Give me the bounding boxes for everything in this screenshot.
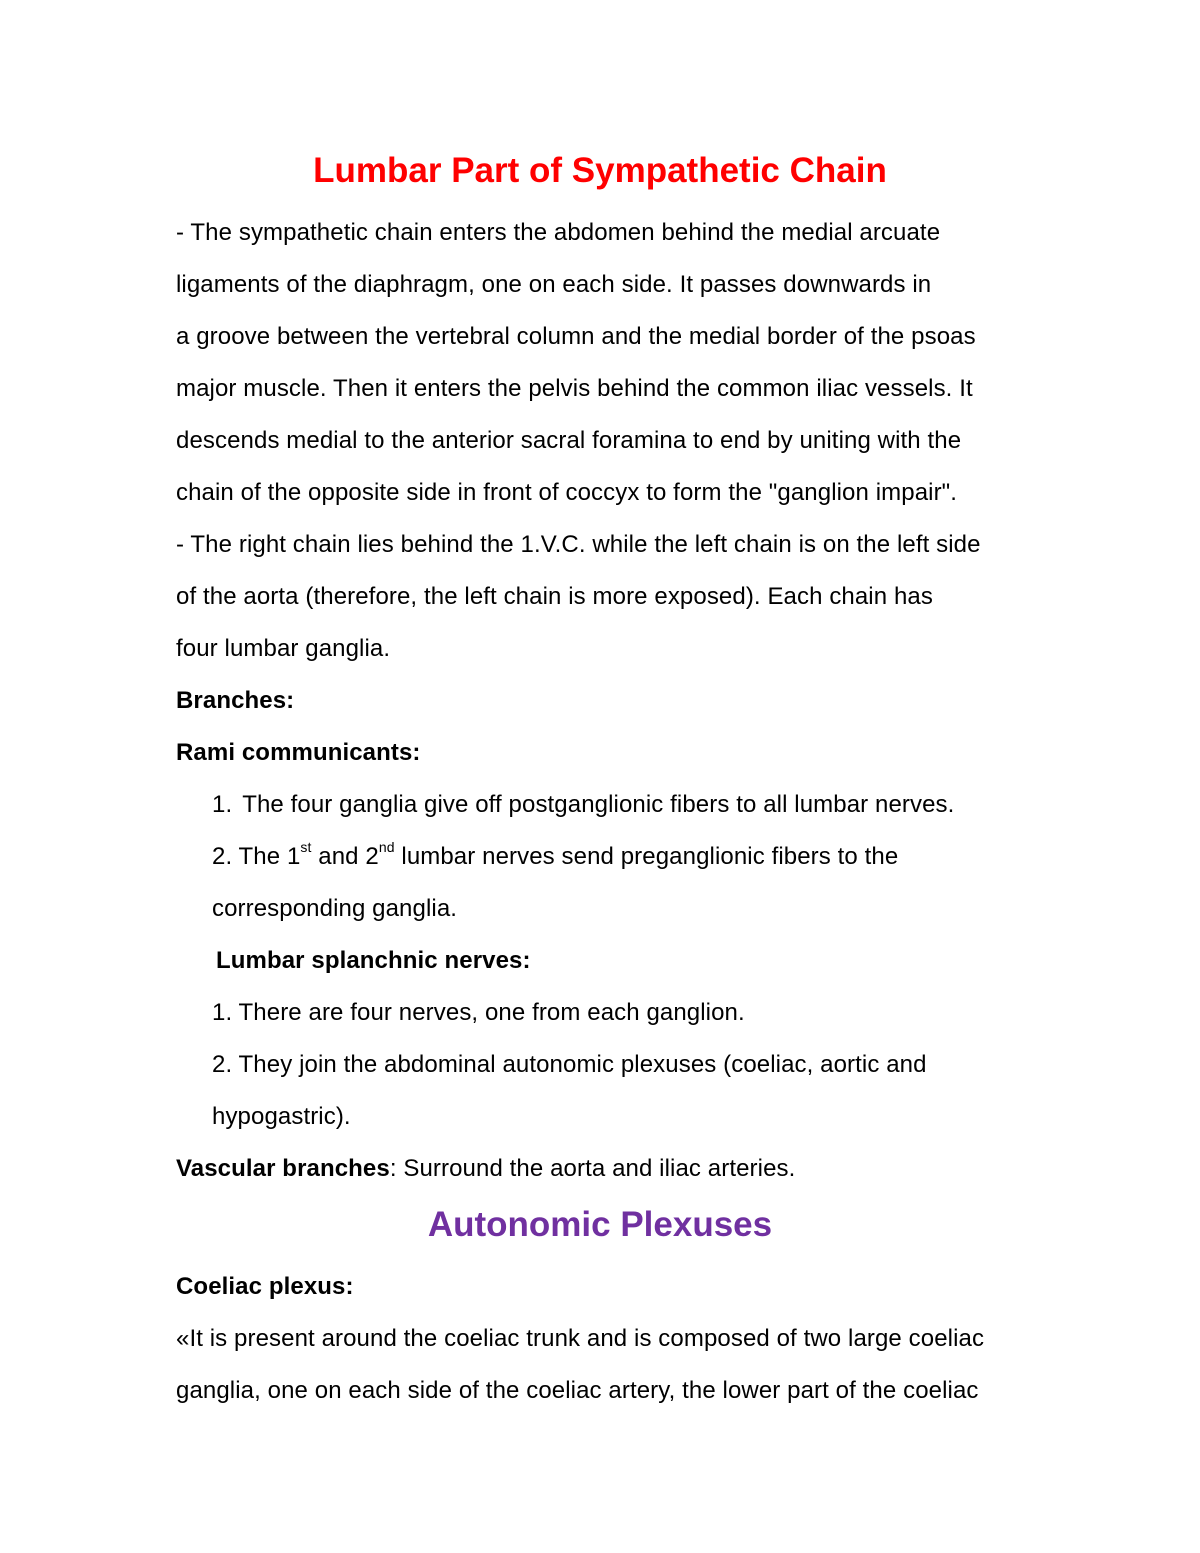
rami-list-item-2-continued: corresponding ganglia. <box>212 895 458 922</box>
superscript: st <box>300 839 312 855</box>
vascular-branches-line <box>176 1154 795 1184</box>
coeliac-plexus-heading: Coeliac plexus: <box>176 1273 354 1300</box>
paragraph-line: a groove between the vertebral column and the medial border of the psoas <box>176 323 976 350</box>
paragraph-line: «It is present around the coeliac trunk and is composed of two large coeliac <box>176 1325 985 1352</box>
paragraph-line: of the aorta (therefore, the left chain is more exposed). Each chain has <box>176 583 933 610</box>
list-text: lumbar nerves send preganglionic fibers to the <box>394 843 899 870</box>
list-number: 1. <box>212 791 233 818</box>
paragraph-line: ligaments of the diaphragm, one on each side. It passes downwards in <box>176 271 932 298</box>
paragraph-line: - The right chain lies behind the 1.V.C. while the left chain is on the left side <box>176 531 981 558</box>
list-text: The four ganglia give off postganglionic fibers to all lumbar nerves. <box>242 791 955 818</box>
paragraph-line: ganglia, one on each side of the coeliac artery, the lower part of the coeliac <box>176 1377 979 1404</box>
paragraph-line: chain of the opposite side in front of coccyx to form the "ganglion impair". <box>176 479 958 506</box>
splanchnic-list-item-2-continued: hypogastric). <box>212 1103 351 1130</box>
paragraph-line: descends medial to the anterior sacral foramina to end by uniting with the <box>176 427 962 454</box>
rami-list-item-1 <box>212 790 954 820</box>
lumbar-splanchnic-heading: Lumbar splanchnic nerves: <box>216 947 531 974</box>
splanchnic-list-item-1: 1. There are four nerves, one from each ganglion. <box>212 999 745 1026</box>
section-title-lumbar-sympathetic-chain: Lumbar Part of Sympathetic Chain <box>313 151 887 190</box>
paragraph-line: four lumbar ganglia. <box>176 635 391 662</box>
list-text: 2. The 1 <box>212 843 301 870</box>
paragraph-line: - The sympathetic chain enters the abdomen behind the medial arcuate <box>176 219 941 246</box>
section-title-autonomic-plexuses: Autonomic Plexuses <box>427 1205 773 1244</box>
list-text: and 2 <box>311 843 379 870</box>
paragraph-line: major muscle. Then it enters the pelvis behind the common iliac vessels. It <box>176 375 973 402</box>
rami-list-item-2 <box>212 839 899 872</box>
branches-heading: Branches: <box>176 687 295 714</box>
superscript: nd <box>378 839 395 855</box>
vascular-branches-text: : Surround the aorta and iliac arteries. <box>389 1155 796 1182</box>
vascular-branches-label: Vascular branches <box>176 1155 390 1182</box>
rami-communicants-heading: Rami communicants: <box>176 739 421 766</box>
splanchnic-list-item-2: 2. They join the abdominal autonomic plexuses (coeliac, aortic and <box>212 1051 927 1078</box>
